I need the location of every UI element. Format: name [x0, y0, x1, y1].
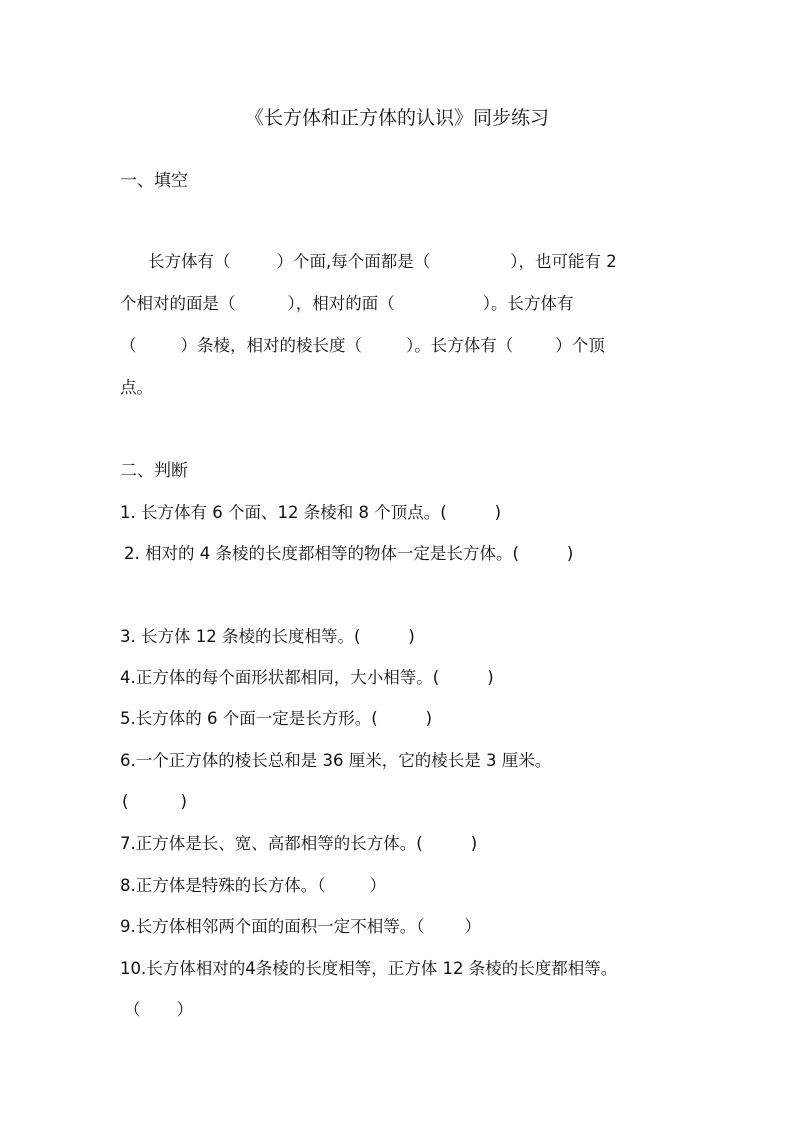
judge-item-9 — [120, 914, 481, 940]
fill-text: ）个面,每个面都是（ — [276, 252, 431, 271]
judge-item-7 — [120, 831, 477, 857]
judge-close-paren: ) — [470, 834, 478, 853]
judge-text: 5.长方体的 6 个面一定是长方形。( — [120, 709, 378, 728]
judge-close-paren: ） — [369, 876, 386, 895]
judge-close-paren: ) — [494, 503, 502, 522]
judge-text: 2. 相对的 4 条棱的长度都相等的物体一定是长方体。( — [124, 544, 519, 563]
judge-open-paren: ( — [122, 792, 129, 811]
judge-item-2 — [124, 541, 573, 567]
judge-item-10 — [120, 956, 617, 982]
judge-item-6 — [120, 748, 551, 774]
section-fill-blank-heading: 一、填空 — [120, 171, 188, 191]
judge-close-paren: ） — [464, 917, 481, 936]
section-judge-heading: 二、判断 — [120, 461, 188, 481]
judge-close-paren: ) — [408, 627, 415, 646]
judge-close-paren: ) — [180, 792, 187, 811]
judge-item-1 — [120, 500, 501, 526]
judge-text: 4.正方体的每个面形状都相同，大小相等。( — [120, 668, 440, 687]
fill-text: 长方体有（ — [148, 252, 231, 271]
judge-text: 3. 长方体 12 条棱的长度相等。( — [120, 627, 361, 646]
fill-text: ）个顶 — [555, 336, 605, 355]
judge-close-paren: ) — [566, 544, 574, 563]
fill-text: ）。长方体有 — [482, 294, 574, 313]
fill-line-1 — [148, 249, 617, 275]
judge-text: 1. 长方体有 6 个面、12 条棱和 8 个顶点。( — [120, 503, 447, 522]
judge-text: 8.正方体是特殊的长方体。（ — [120, 876, 326, 895]
judge-open-paren: （ — [124, 1000, 141, 1019]
judge-close-paren: ) — [487, 668, 494, 687]
judge-text: 7.正方体是长、宽、高都相等的长方体。( — [120, 834, 423, 853]
judge-close-paren: ) — [425, 709, 433, 728]
fill-line-2 — [120, 291, 574, 317]
fill-line-4: 点。 — [120, 378, 153, 397]
fill-text: ）。长方体有（ — [406, 336, 514, 355]
judge-text: 6.一个正方体的棱长总和是 36 厘米，它的棱长是 3 厘米。 — [120, 751, 552, 770]
fill-text: ），相对的面（ — [287, 294, 395, 313]
fill-line-3 — [120, 333, 605, 359]
judge-item-5 — [120, 706, 432, 732]
judge-item-8 — [120, 873, 386, 899]
judge-item-3 — [120, 624, 415, 650]
judge-item-4 — [120, 665, 494, 691]
page-title: 《长方体和正方体的认识》同步练习 — [244, 107, 549, 129]
fill-text: ），也可能有 2 — [510, 252, 617, 271]
judge-item-10-answer — [124, 997, 193, 1023]
judge-item-6-answer — [122, 789, 187, 815]
fill-text: （ — [120, 336, 137, 355]
fill-text: ）条棱，相对的棱长度（ — [180, 336, 362, 355]
fill-text: 个相对的面是（ — [120, 294, 236, 313]
judge-close-paren: ） — [176, 1000, 193, 1019]
judge-text: 10.长方体相对的4条棱的长度相等，正方体 12 条棱的长度都相等。 — [120, 959, 618, 978]
judge-text: 9.长方体相邻两个面的面积一定不相等。（ — [120, 917, 425, 936]
